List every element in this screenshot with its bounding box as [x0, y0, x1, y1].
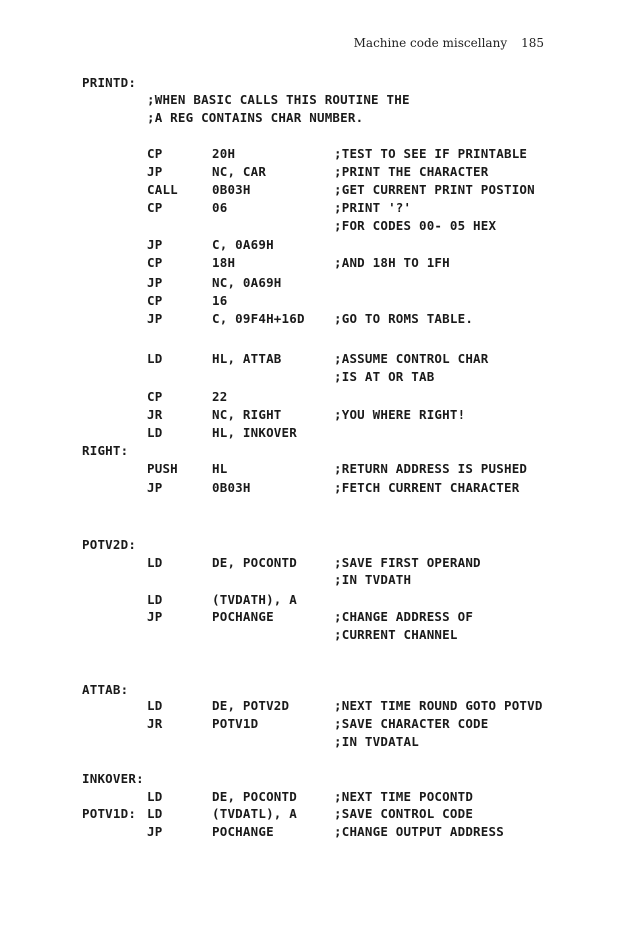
code-line: [0, 351, 630, 369]
code-mnemonic: CP: [147, 200, 163, 215]
code-mnemonic: CP: [147, 293, 163, 308]
code-comment: ;IN TVDATH: [334, 572, 412, 587]
code-mnemonic: JP: [147, 609, 163, 624]
code-line: [0, 734, 630, 752]
code-operand: (TVDATL), A: [212, 806, 297, 821]
code-line: [0, 255, 630, 273]
header-title: Machine code miscellany: [353, 36, 508, 50]
code-operand: 16: [212, 293, 228, 308]
code-comment: ;PRINT '?': [334, 200, 412, 215]
code-line: [0, 237, 630, 255]
code-line: [0, 293, 630, 311]
code-comment: ;CURRENT CHANNEL: [334, 627, 458, 642]
code-label: POTV1D:: [82, 806, 137, 821]
code-line: [0, 480, 630, 498]
code-operand: HL: [212, 461, 228, 476]
code-line: [0, 537, 630, 555]
code-comment: ;SAVE CHARACTER CODE: [334, 716, 489, 731]
code-line: [0, 698, 630, 716]
code-line: [0, 275, 630, 293]
code-comment: ;GET CURRENT PRINT POSTION: [334, 182, 535, 197]
code-mnemonic: JP: [147, 480, 163, 495]
code-line: [0, 572, 630, 590]
code-operand: DE, POCONTD: [212, 789, 297, 804]
code-label: RIGHT:: [82, 443, 129, 458]
code-mnemonic: LD: [147, 555, 163, 570]
code-line: [0, 182, 630, 200]
code-line: [0, 771, 630, 789]
code-operand: 0B03H: [212, 480, 251, 495]
code-operand: NC, 0A69H: [212, 275, 282, 290]
code-comment: ;CHANGE OUTPUT ADDRESS: [334, 824, 504, 839]
code-mnemonic: LD: [147, 592, 163, 607]
code-line: [0, 824, 630, 842]
code-operand: POTV1D: [212, 716, 259, 731]
code-mnemonic: JP: [147, 164, 163, 179]
code-comment-line: ;A REG CONTAINS CHAR NUMBER.: [147, 110, 364, 125]
code-mnemonic: JP: [147, 237, 163, 252]
code-line: [0, 75, 630, 93]
code-operand: POCHANGE: [212, 824, 274, 839]
code-operand: HL, ATTAB: [212, 351, 282, 366]
code-line: [0, 627, 630, 645]
code-operand: NC, CAR: [212, 164, 267, 179]
code-comment: ;AND 18H TO 1FH: [334, 255, 450, 270]
code-line: [0, 555, 630, 573]
code-operand: HL, INKOVER: [212, 425, 297, 440]
code-operand: 18H: [212, 255, 236, 270]
code-line: [0, 443, 630, 461]
code-line: [0, 461, 630, 479]
code-line: [0, 311, 630, 329]
code-line: [0, 609, 630, 627]
page-number: 185: [521, 36, 544, 50]
code-line: [0, 425, 630, 443]
code-mnemonic: LD: [147, 698, 163, 713]
code-line: [0, 716, 630, 734]
code-operand: 0B03H: [212, 182, 251, 197]
code-operand: C, 0A69H: [212, 237, 274, 252]
code-comment: ;ASSUME CONTROL CHAR: [334, 351, 489, 366]
code-line: [0, 789, 630, 807]
code-operand: POCHANGE: [212, 609, 274, 624]
code-mnemonic: CP: [147, 389, 163, 404]
code-line: [0, 806, 630, 824]
code-comment: ;GO TO ROMS TABLE.: [334, 311, 474, 326]
code-comment: ;PRINT THE CHARACTER: [334, 164, 489, 179]
code-operand: 22: [212, 389, 228, 404]
code-comment: ;IN TVDATAL: [334, 734, 419, 749]
code-line: [0, 369, 630, 387]
code-operand: (TVDATH), A: [212, 592, 297, 607]
code-mnemonic: CP: [147, 146, 163, 161]
code-mnemonic: LD: [147, 806, 163, 821]
code-comment: ;RETURN ADDRESS IS PUSHED: [334, 461, 528, 476]
code-mnemonic: JP: [147, 275, 163, 290]
code-line: [0, 407, 630, 425]
code-operand: DE, POCONTD: [212, 555, 297, 570]
code-comment: ;FETCH CURRENT CHARACTER: [334, 480, 520, 495]
code-line: [0, 592, 630, 610]
code-mnemonic: LD: [147, 789, 163, 804]
code-mnemonic: PUSH: [147, 461, 178, 476]
code-mnemonic: CALL: [147, 182, 178, 197]
code-line: [0, 200, 630, 218]
code-comment: ;TEST TO SEE IF PRINTABLE: [334, 146, 528, 161]
code-mnemonic: JR: [147, 407, 163, 422]
code-mnemonic: JR: [147, 716, 163, 731]
code-mnemonic: LD: [147, 425, 163, 440]
code-mnemonic: CP: [147, 255, 163, 270]
code-operand: C, 09F4H+16D: [212, 311, 305, 326]
code-line: [0, 218, 630, 236]
code-line: [0, 110, 630, 128]
code-comment: ;CHANGE ADDRESS OF: [334, 609, 474, 624]
code-operand: NC, RIGHT: [212, 407, 282, 422]
code-label: INKOVER:: [82, 771, 144, 786]
code-label: POTV2D:: [82, 537, 137, 552]
code-mnemonic: JP: [147, 824, 163, 839]
code-comment-line: ;WHEN BASIC CALLS THIS ROUTINE THE: [147, 92, 410, 107]
code-comment: ;SAVE CONTROL CODE: [334, 806, 474, 821]
code-comment: ;NEXT TIME POCONTD: [334, 789, 474, 804]
code-operand: DE, POTV2D: [212, 698, 290, 713]
code-comment: ;NEXT TIME ROUND GOTO POTVD: [334, 698, 543, 713]
code-operand: 06: [212, 200, 228, 215]
code-comment: ;YOU WHERE RIGHT!: [334, 407, 466, 422]
code-comment: ;FOR CODES 00- 05 HEX: [334, 218, 497, 233]
code-comment: ;IS AT OR TAB: [334, 369, 435, 384]
code-operand: 20H: [212, 146, 236, 161]
code-label: PRINTD:: [82, 75, 137, 90]
code-line: [0, 164, 630, 182]
code-mnemonic: JP: [147, 311, 163, 326]
code-comment: ;SAVE FIRST OPERAND: [334, 555, 481, 570]
code-line: [0, 92, 630, 110]
code-label: ATTAB:: [82, 682, 129, 697]
code-mnemonic: LD: [147, 351, 163, 366]
code-line: [0, 146, 630, 164]
code-line: [0, 389, 630, 407]
